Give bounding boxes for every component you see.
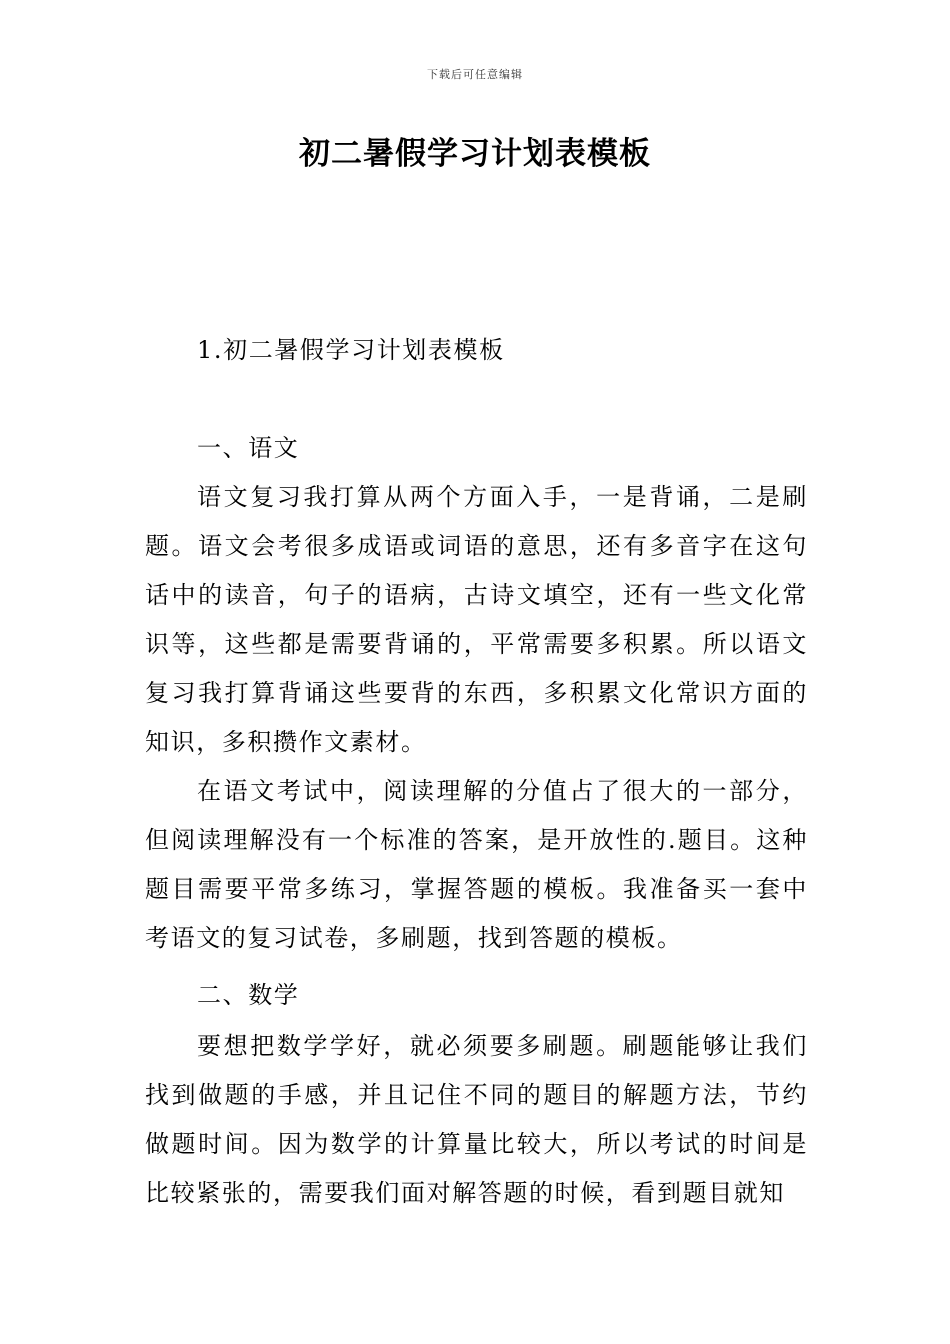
paragraph: 在语文考试中，阅读理解的分值占了很大的一部分，但阅读理解没有一个标准的答案，是开放性的.题目。这种题目需要平常多练习，掌握答题的模板。我准备买一套中考语文的复习试卷，多刷题，找到答题的模板。 xyxy=(145,777,808,952)
paragraph: 语文复习我打算从两个方面入手，一是背诵，二是刷题。语文会考很多成语或词语的意思，还有多音字在这句话中的读音，句子的语病，古诗文填空，还有一些文化常识等，这些都是需要背诵的，平常需要多积累。所以语文复习我打算背诵这些要背的东西，多积累文化常识方面的知识，多积攒作文素材。 xyxy=(145,483,808,756)
header-note: 下载后可任意编辑 xyxy=(427,68,523,81)
document-title: 初二暑假学习计划表模板 xyxy=(299,136,651,172)
section-body-math xyxy=(145,1022,808,1218)
section-heading-math: 二、数学 xyxy=(197,981,300,1009)
section-body-chinese xyxy=(145,473,808,963)
document-subtitle: 1.初二暑假学习计划表模板 xyxy=(197,336,505,364)
section-heading-chinese: 一、语文 xyxy=(197,434,300,462)
paragraph: 要想把数学学好，就必须要多刷题。刷题能够让我们找到做题的手感，并且记住不同的题目的解题方法，节约做题时间。因为数学的计算量比较大，所以考试的时间是比较紧张的，需要我们面对解答题的时候，看到题目就知 xyxy=(145,1032,808,1207)
